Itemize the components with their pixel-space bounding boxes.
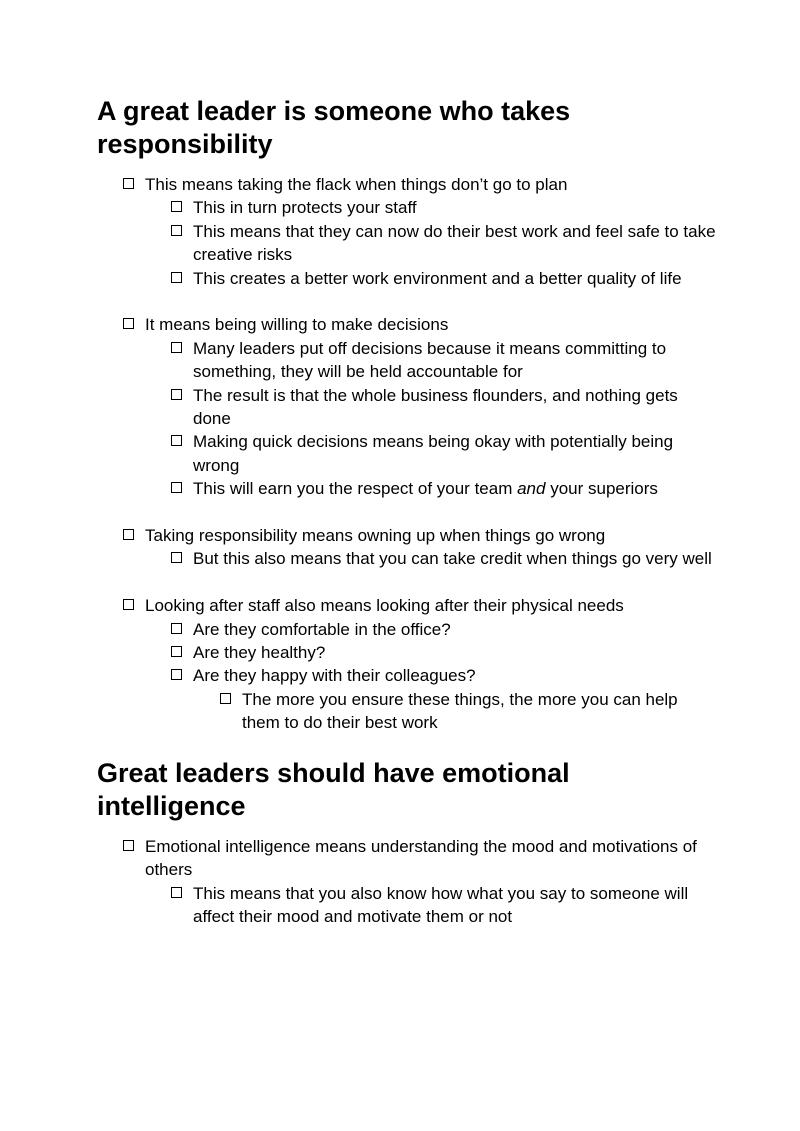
list-item [97,618,717,641]
section-heading: Great leaders should have emotional intelligence [97,757,570,821]
list-item-text: Many leaders put off decisions because it means committing to something, they will be held accountable for [193,338,667,382]
list-item-text: This creates a better work environment and a better quality of life [193,268,682,288]
checkbox-icon [123,599,134,610]
list-item-text: This means that you also know how what you say to someone will affect their mood and motivate them or not [193,883,689,926]
checkbox-icon [220,693,231,704]
list-item-text: Making quick decisions means being okay with potentially being wrong [193,432,674,475]
checkbox-icon [171,669,182,680]
checkbox-icon [171,623,182,634]
list-item [97,384,717,431]
list-item-text: Taking responsibility means owning up when things go wrong [145,526,606,546]
checkbox-icon [123,318,134,329]
list-item [97,477,717,500]
list-item-text: Are they healthy? [193,643,326,663]
text-run: your superiors [545,479,658,499]
section-responsibility [97,95,717,735]
checkbox-icon [171,272,182,283]
list-item-text: But this also means that you can take credit when things go very well [193,549,712,569]
checkbox-icon [171,482,182,493]
bullet-group [97,835,717,929]
bullet-group [97,313,717,500]
checkbox-icon [171,646,182,657]
list-item [97,688,717,735]
list-item-text: This in turn protects your staff [193,198,417,218]
list-item [97,196,717,219]
list-item-text: The more you ensure these things, the more you can help them to do their best work [242,689,678,733]
text-run: This will earn you the respect of your team [193,479,518,499]
section-heading: A great leader is someone who takes responsibility [97,96,571,159]
list-item [97,594,717,617]
list-item [97,173,717,196]
list-item [97,337,717,384]
list-item [97,664,717,687]
list-item [97,220,717,267]
list-item-text: This means that they can now do their best work and feel safe to take creative risks [193,221,716,265]
document-page [97,95,717,950]
list-item [97,882,717,929]
checkbox-icon [171,201,182,212]
list-item [97,313,717,336]
bullet-group [97,524,717,571]
bullet-list [97,173,717,735]
emphasis-text: and [517,479,546,499]
list-item [97,267,717,290]
checkbox-icon [123,840,134,851]
list-item [97,641,717,664]
list-item-text: Looking after staff also means looking after their physical needs [145,596,624,616]
checkbox-icon [123,178,134,189]
checkbox-icon [171,552,182,563]
list-item [97,524,717,547]
list-item-text: Are they comfortable in the office? [193,619,451,639]
list-item-text: The result is that the whole business flounders, and nothing gets done [193,385,678,429]
checkbox-icon [171,887,182,898]
checkbox-icon [171,435,182,446]
bullet-group [97,173,717,290]
list-item [97,547,717,570]
checkbox-icon [123,529,134,540]
checkbox-icon [171,389,182,400]
list-item [97,430,717,477]
bullet-group [97,594,717,734]
list-item-text: Are they happy with their colleagues? [193,666,476,686]
list-item-text: This means taking the flack when things don’t go to plan [145,175,568,194]
list-item-text [193,477,717,500]
checkbox-icon [171,342,182,353]
list-item-text: It means being willing to make decisions [145,315,449,335]
list-item-text: Emotional intelligence means understanding the mood and motivations of others [145,836,697,880]
bullet-list [97,835,717,929]
list-item [97,835,717,882]
section-emotional-intelligence [97,757,717,929]
checkbox-icon [171,225,182,236]
